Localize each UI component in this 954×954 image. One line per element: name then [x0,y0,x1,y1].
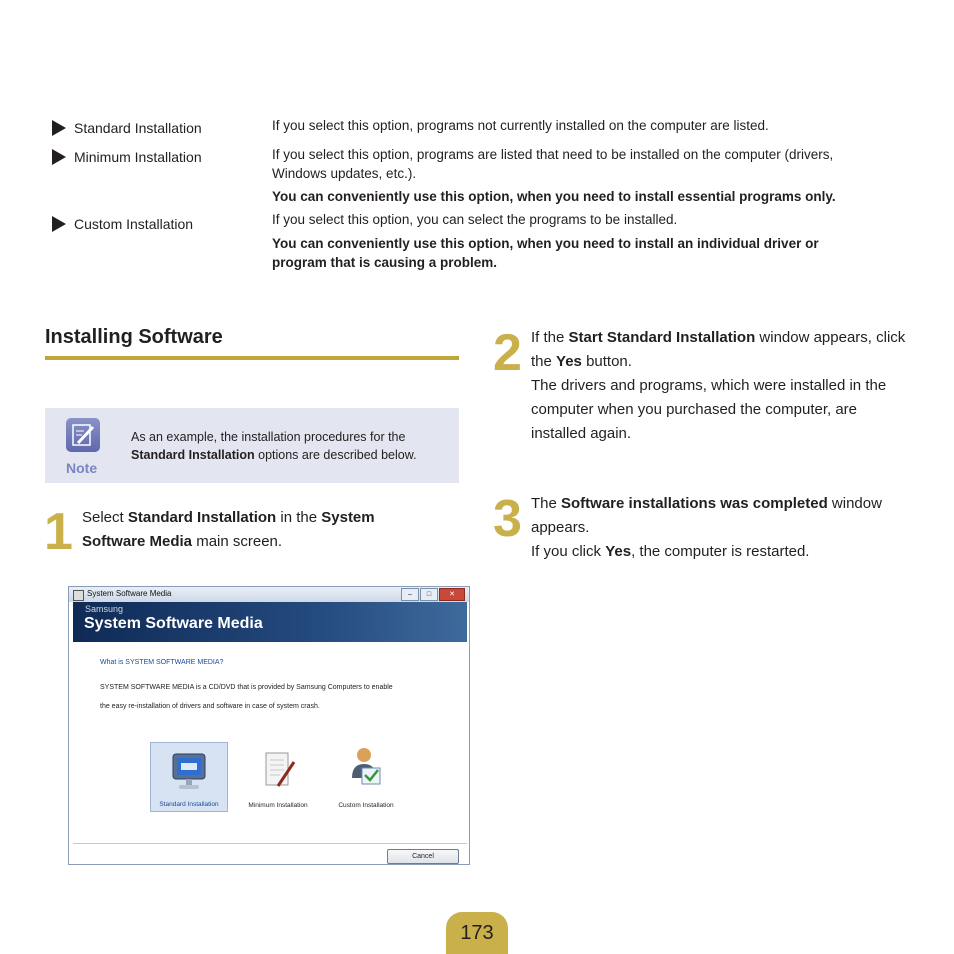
banner-heading: System Software Media [84,615,263,632]
triangle-bullet-icon [52,216,66,232]
standard-installation-option[interactable] [150,742,228,812]
triangle-bullet-icon [52,149,66,165]
step-3-text: The Software installations was completed window appears. If you click Yes, the computer is restarted. [531,495,882,560]
window-controls [400,588,465,601]
minimum-installation-option[interactable] [239,742,317,812]
step-2-text: If the Start Standard Installation window appears, click the Yes button. The drivers and programs, which were installed in the computer when you purchased the computer, are installed again. [531,329,906,442]
close-icon[interactable]: ✕ [439,588,465,601]
option-label: Custom Installation [74,216,194,232]
intro-paragraph-2: the easy re-installation of drivers and software in case of system crash. [100,703,320,710]
note-label: Note [66,460,98,476]
note-text: As an example, the installation procedures for the Standard Installation options are described below. [131,430,417,462]
cancel-button[interactable]: Cancel [387,849,459,864]
window-titlebar [69,587,469,602]
note-pencil-icon [66,418,100,452]
option-description: If you select this option, you can select the programs to be installed. [272,212,678,227]
app-icon [73,590,84,601]
step-number: 1 [44,503,73,561]
option-label: Standard Installation [74,120,202,136]
option-description: If you select this option, programs are listed that need to be installed on the computer (drivers, Windows updates, etc.). [272,147,834,181]
option-description: If you select this option, programs not currently installed on the computer are listed. [272,118,769,133]
option-standard [52,120,202,136]
custom-installation-option[interactable] [327,742,405,812]
option-tip: You can conveniently use this option, when you need to install an individual driver or program that is causing a problem. [272,236,819,270]
user-checkmark-icon [346,746,386,788]
system-software-media-window [68,586,470,865]
window-body [73,642,467,847]
step-1-text: Select Standard Installation in the System Software Media main screen. [82,509,375,550]
maximize-icon[interactable]: □ [420,588,438,601]
option-minimum [52,149,202,165]
window-banner [73,602,467,642]
section-title: Installing Software [45,326,223,348]
section-divider [45,356,459,360]
option-label: Minimum Installation [74,149,202,165]
option-label: Minimum Installation [248,802,308,809]
footer-divider [73,843,467,844]
option-label: Custom Installation [338,802,394,809]
monitor-icon [169,751,209,793]
intro-question: What is SYSTEM SOFTWARE MEDIA? [100,659,224,666]
option-label: Standard Installation [159,801,219,808]
minimize-icon[interactable]: – [401,588,419,601]
window-title: System Software Media [87,589,172,598]
step-number: 2 [493,324,522,382]
note-box [45,408,459,483]
intro-paragraph-1: SYSTEM SOFTWARE MEDIA is a CD/DVD that is provided by Samsung Computers to enable [100,684,393,691]
triangle-bullet-icon [52,120,66,136]
option-custom [52,216,193,232]
step-number: 3 [493,490,522,548]
brand-label: Samsung [85,604,124,614]
page-number: 173 [446,912,508,954]
option-tip: You can conveniently use this option, when you need to install essential programs only. [272,189,836,204]
document-pen-icon [258,750,298,792]
